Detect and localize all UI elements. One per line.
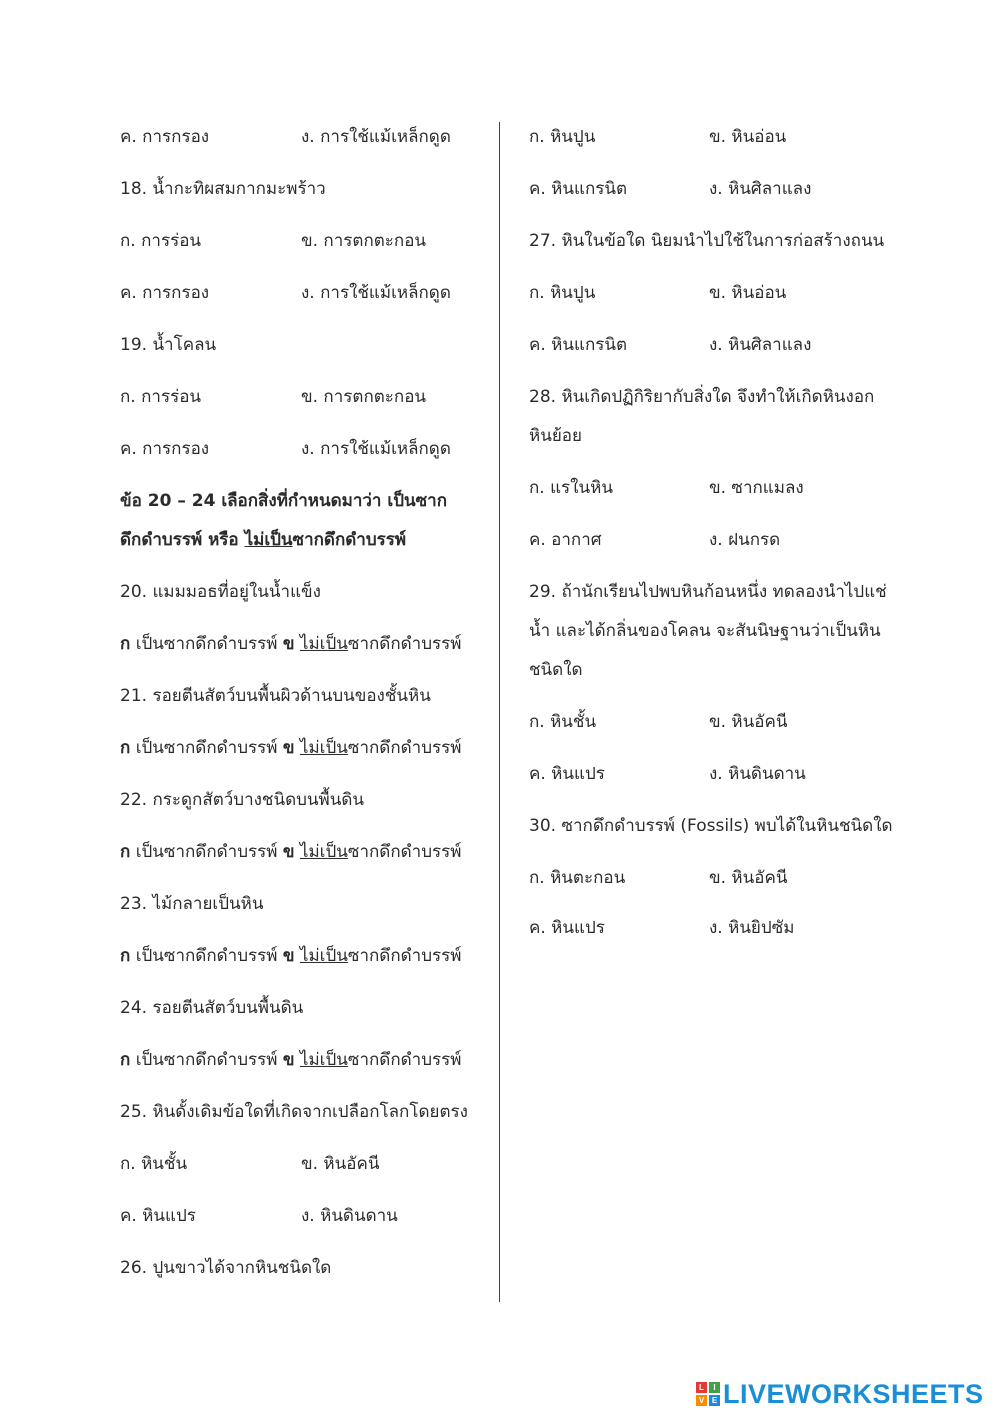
q28-option-c: ค. อากาศ	[529, 530, 602, 550]
q23-choices: ก เป็นซากดึกดำบรรพ์ ข ไม่เป็นซากดึกดำบรรพ์	[120, 946, 462, 966]
q30-option-a: ก. หินตะกอน	[529, 868, 626, 888]
logo-text: LIVEWORKSHEETS	[723, 1378, 984, 1409]
q19-option-c: ค. การกรอง	[120, 439, 210, 459]
logo-block-i: I	[709, 1382, 720, 1393]
logo-block-e: E	[709, 1395, 720, 1406]
q28-question-line-1: 28. หินเกิดปฏิกิริยากับสิ่งใด จึงทำให้เกิดหินงอก	[529, 387, 875, 407]
q28-option-a: ก. แรในหิน	[529, 478, 613, 498]
q18-option-c: ค. การกรอง	[120, 283, 210, 303]
q26-option-a: ก. หินปูน	[529, 127, 596, 147]
q28-option-b: ข. ซากแมลง	[709, 478, 804, 498]
q25-option-a: ก. หินชั้น	[120, 1154, 188, 1174]
q25-option-b: ข. หินอัคนี	[301, 1154, 380, 1174]
q22-question: 22. กระดูกสัตว์บางชนิดบนพื้นดิน	[120, 790, 365, 810]
q19-option-d: ง. การใช้แม้เหล็กดูด	[301, 439, 451, 459]
q28-option-d: ง. ฝนกรด	[709, 530, 781, 550]
q27-option-d: ง. หินศิลาแลง	[709, 335, 812, 355]
q26-question: 26. ปูนขาวได้จากหินชนิดใด	[120, 1258, 332, 1278]
q21-choices: ก เป็นซากดึกดำบรรพ์ ข ไม่เป็นซากดึกดำบรรพ์	[120, 738, 462, 758]
q29-question-line-3: ชนิดใด	[529, 660, 583, 680]
q29-option-c: ค. หินแปร	[529, 764, 605, 784]
q27-option-a: ก. หินปูน	[529, 283, 596, 303]
q30-option-c: ค. หินแปร	[529, 918, 605, 938]
q23-question: 23. ไม้กลายเป็นหิน	[120, 894, 264, 914]
q25-question: 25. หินดั้งเดิมข้อใดที่เกิดจากเปลือกโลกโดยตรง	[120, 1102, 468, 1122]
q27-question: 27. หินในข้อใด นิยมนำไปใช้ในการก่อสร้างถนน	[529, 231, 885, 251]
q17-option-c: ค. การกรอง	[120, 127, 210, 147]
q30-option-b: ข. หินอัคนี	[709, 868, 788, 888]
column-divider	[499, 122, 500, 1302]
q19-option-b: ข. การตกตะกอน	[301, 387, 427, 407]
q18-option-b: ข. การตกตะกอน	[301, 231, 427, 251]
q18-option-d: ง. การใช้แม้เหล็กดูด	[301, 283, 451, 303]
instruction-line-2: ดึกดำบรรพ์ หรือ ไม่เป็นซากดึกดำบรรพ์	[120, 530, 407, 550]
q24-question: 24. รอยตีนสัตว์บนพื้นดิน	[120, 998, 304, 1018]
q29-option-b: ข. หินอัคนี	[709, 712, 788, 732]
q29-question-line-2: น้ำ และได้กลิ่นของโคลน จะสันนิษฐานว่าเป็นหิน	[529, 621, 881, 641]
q19-option-a: ก. การร่อน	[120, 387, 202, 407]
q29-question-line-1: 29. ถ้านักเรียนไปพบหินก้อนหนึ่ง ทดลองนำไปแช่	[529, 582, 887, 602]
q30-question: 30. ซากดึกดำบรรพ์ (Fossils) พบได้ในหินชนิดใด	[529, 816, 893, 836]
q24-choices: ก เป็นซากดึกดำบรรพ์ ข ไม่เป็นซากดึกดำบรรพ์	[120, 1050, 462, 1070]
logo-block-l: L	[696, 1382, 707, 1393]
q27-option-c: ค. หินแกรนิต	[529, 335, 628, 355]
q29-option-a: ก. หินชั้น	[529, 712, 597, 732]
logo-block-v: V	[696, 1395, 707, 1406]
q26-option-d: ง. หินศิลาแลง	[709, 179, 812, 199]
q25-option-d: ง. หินดินดาน	[301, 1206, 398, 1226]
q25-option-c: ค. หินแปร	[120, 1206, 196, 1226]
logo-mark-icon	[696, 1382, 720, 1406]
q20-choices: ก เป็นซากดึกดำบรรพ์ ข ไม่เป็นซากดึกดำบรรพ์	[120, 634, 462, 654]
q18-option-a: ก. การร่อน	[120, 231, 202, 251]
q28-question-line-2: หินย้อย	[529, 426, 582, 446]
q27-option-b: ข. หินอ่อน	[709, 283, 787, 303]
q26-option-b: ข. หินอ่อน	[709, 127, 787, 147]
q19-question: 19. น้ำโคลน	[120, 335, 217, 355]
q29-option-d: ง. หินดินดาน	[709, 764, 806, 784]
q26-option-c: ค. หินแกรนิต	[529, 179, 628, 199]
q17-option-d: ง. การใช้แม้เหล็กดูด	[301, 127, 451, 147]
q21-question: 21. รอยตีนสัตว์บนพื้นผิวด้านบนของชั้นหิน	[120, 686, 431, 706]
q20-question: 20. แมมมอธที่อยู่ในน้ำแข็ง	[120, 582, 321, 602]
instruction-line-1: ข้อ 20 – 24 เลือกสิ่งที่กำหนดมาว่า เป็นซาก	[120, 491, 448, 511]
q30-option-d: ง. หินยิปซัม	[709, 918, 795, 938]
q18-question: 18. น้ำกะทิผสมกากมะพร้าว	[120, 179, 326, 199]
liveworksheets-logo	[696, 1378, 984, 1410]
q22-choices: ก เป็นซากดึกดำบรรพ์ ข ไม่เป็นซากดึกดำบรรพ์	[120, 842, 462, 862]
